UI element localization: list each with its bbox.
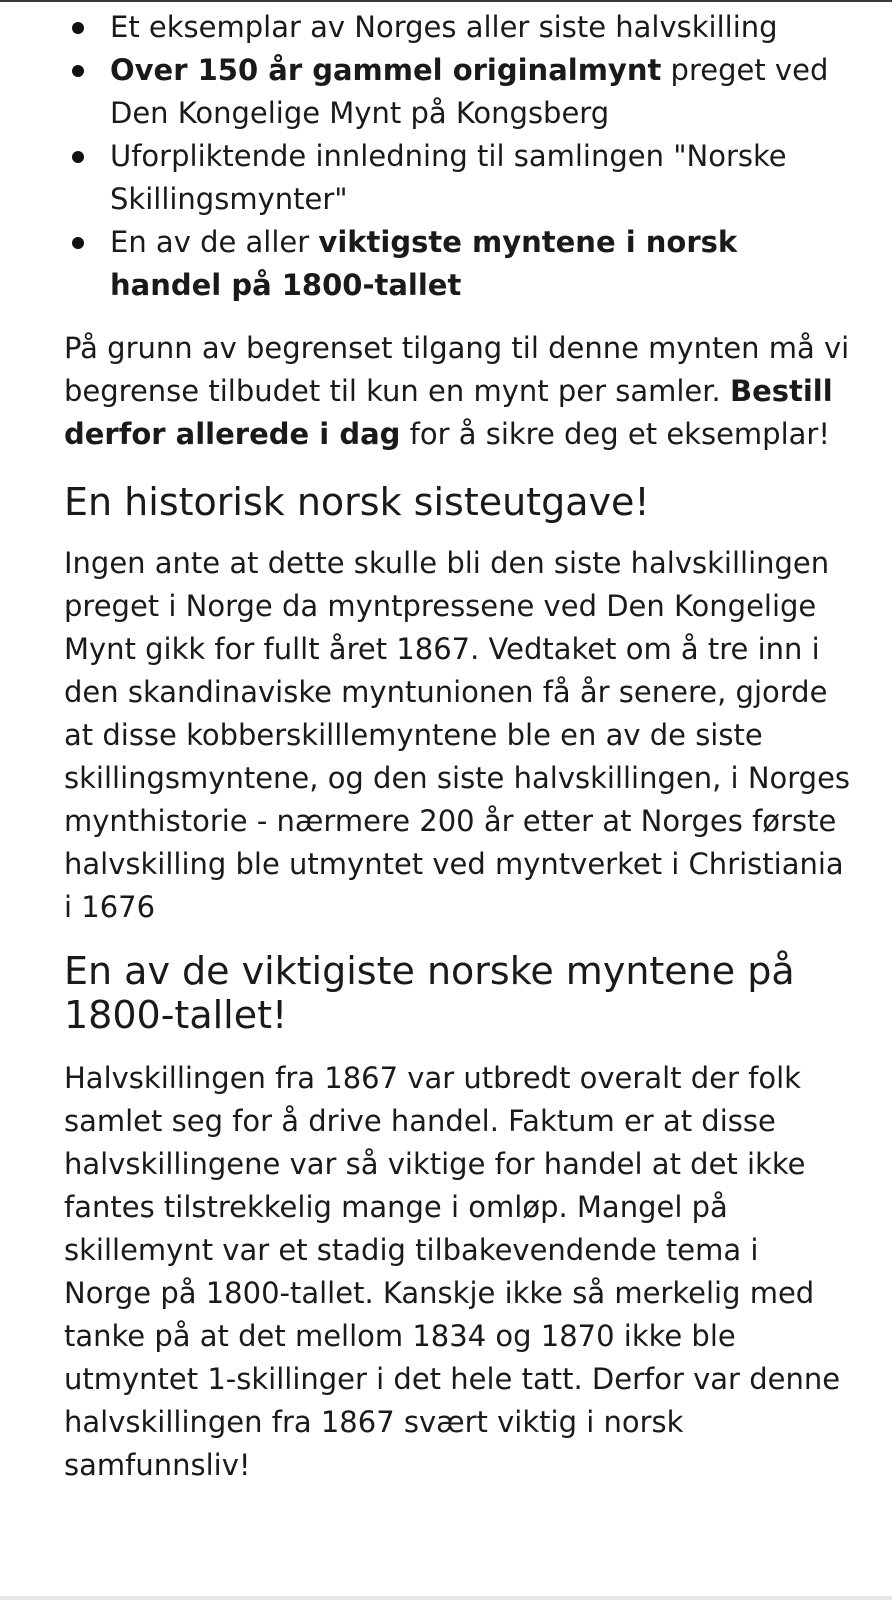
bullet-icon bbox=[72, 65, 84, 77]
section-body-importance: Halvskillingen fra 1867 var utbredt overalt der folk samlet seg for å drive handel. Faktum er at disse halvskillingene var så viktige for handel at det ikke fantes tilstrekkelig mange i omløp. Mangel på skillemynt var et stadig tilbakevendende tema i Norge på 1800-tallet. Kanskje ikke så merkelig med tanke på at det mellom 1834 og 1870 ikke ble utmyntet 1-skillinger i det hele tatt. Derfor var denne halvskillingen fra 1867 svært viktig i norsk samfunnsliv! bbox=[64, 1061, 841, 1482]
bullet-icon bbox=[72, 237, 84, 249]
top-divider bbox=[0, 0, 892, 2]
list-item: En av de aller viktigste myntene i norsk handel på 1800-tallet bbox=[64, 221, 854, 307]
bottom-fade bbox=[0, 1556, 892, 1600]
list-item: Uforpliktende innledning til samlingen "Norske Skillingsmynter" bbox=[64, 135, 854, 221]
list-item: Over 150 år gammel originalmynt preget ved Den Kongelige Mynt på Kongsberg bbox=[64, 49, 854, 135]
bottom-divider bbox=[0, 1596, 892, 1600]
bullet-icon bbox=[72, 22, 84, 34]
bullet-icon bbox=[72, 151, 84, 163]
feature-list bbox=[64, 6, 854, 307]
section-body-history: Ingen ante at dette skulle bli den siste halvskillingen preget i Norge da myntpressene ved Den Kongelige Mynt gikk for fullt året 1867. Vedtaket om å tre inn i den skandinaviske myntunionen få år senere, gjorde at disse kobberskilllemyntene ble en av de siste skillingsmyntene, og den siste halvskillingen, i Norges mynthistorie - nærmere 200 år etter at Norges første halvskilling ble utmyntet ved myntverket i Christiania i 1676 bbox=[64, 546, 851, 924]
list-item: Et eksemplar av Norges aller siste halvskilling bbox=[64, 6, 854, 49]
section-heading-importance: En av de viktigiste norske myntene på 1800-tallet! bbox=[64, 949, 795, 1037]
intro-paragraph: På grunn av begrenset tilgang til denne mynten må vi begrense tilbudet til kun en mynt per samler. Bestill derfor allerede i dag for å sikre deg et eksemplar! bbox=[64, 331, 850, 451]
section-heading-history: En historisk norsk sisteutgave! bbox=[64, 480, 650, 524]
article-content bbox=[64, 6, 854, 1487]
